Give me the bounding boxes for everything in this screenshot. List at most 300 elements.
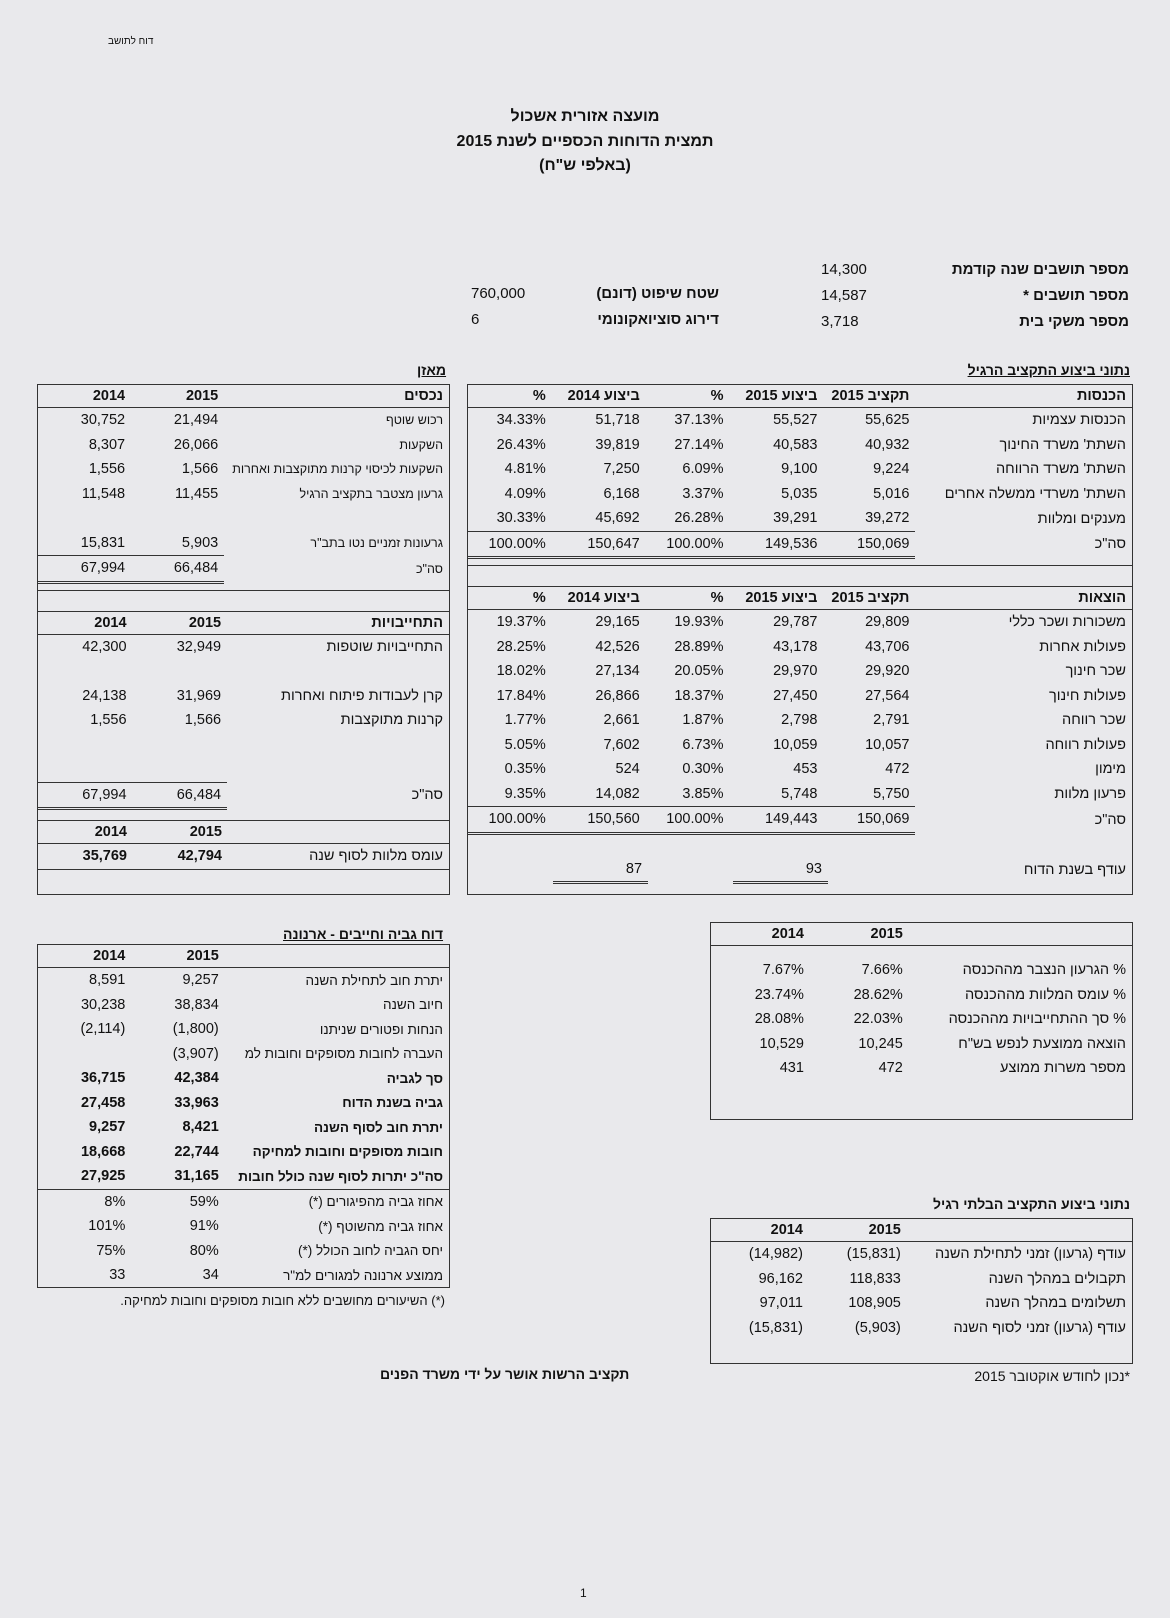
col-header: 2014 bbox=[711, 923, 810, 946]
table-row bbox=[38, 993, 449, 1018]
cell-value: 150,069 bbox=[823, 531, 915, 558]
cell-value bbox=[133, 757, 228, 782]
row-label: גביה בשנת הדוח bbox=[342, 1095, 443, 1111]
cell-value: 10,059 bbox=[773, 736, 818, 753]
col-header: 2014 bbox=[38, 945, 131, 968]
balance-sheet-panel bbox=[37, 384, 450, 895]
cell-value: 150,069 bbox=[823, 807, 915, 834]
cell-value: 2,798 bbox=[781, 712, 818, 729]
cell-value: 472 bbox=[878, 1060, 903, 1077]
table-row bbox=[468, 659, 1132, 684]
table-row bbox=[468, 635, 1132, 660]
cell-value: 27,564 bbox=[865, 687, 910, 704]
row-label: עומס מלוות לסוף שנה bbox=[228, 844, 449, 870]
cell-value: 91% bbox=[189, 1218, 219, 1235]
table-row bbox=[38, 457, 449, 482]
cell-value: 100.00% bbox=[646, 807, 730, 834]
cell-value: 23.74% bbox=[754, 986, 804, 1003]
cell-value: 5.05% bbox=[504, 736, 546, 753]
cell-value: 2,791 bbox=[873, 712, 910, 729]
row-label: הנחות ופטורים שניתנו bbox=[319, 1021, 443, 1037]
table-row bbox=[38, 757, 449, 782]
cell-value: 19.37% bbox=[496, 614, 546, 631]
row-label: סה"כ bbox=[411, 787, 443, 804]
cell-value: 33,963 bbox=[174, 1094, 219, 1111]
row-label: משכורות ושכר כללי bbox=[1008, 614, 1126, 631]
col-header: התחייבויות bbox=[227, 611, 449, 634]
table-row bbox=[38, 482, 449, 507]
table-row bbox=[38, 408, 449, 433]
table-row bbox=[711, 1316, 1132, 1341]
cell-value: 118,833 bbox=[849, 1270, 901, 1287]
row-label: השקעות לכיסוי קרנות מתוקצבות ואחרות bbox=[232, 462, 443, 477]
cell-value bbox=[38, 1042, 131, 1067]
value-2014: 35,769 bbox=[38, 844, 133, 870]
income-header-row bbox=[468, 385, 1132, 408]
row-label: מימון bbox=[1095, 761, 1126, 778]
info-value: 14,300 bbox=[821, 260, 867, 278]
cell-value: 100.00% bbox=[468, 531, 552, 558]
surplus-table bbox=[468, 857, 1132, 885]
cell-value: 26.28% bbox=[674, 510, 724, 527]
info-label: דירוג סוציואקונומי bbox=[597, 310, 719, 328]
cell-value: 19.93% bbox=[674, 614, 724, 631]
table-row bbox=[468, 408, 1132, 433]
cell-value: 45,692 bbox=[595, 510, 640, 527]
cell-value: 7,602 bbox=[603, 736, 640, 753]
loans-table bbox=[38, 820, 449, 870]
row-label: פעולות רווחה bbox=[1045, 736, 1126, 753]
cell-value: 9,224 bbox=[873, 461, 910, 478]
collection-panel bbox=[37, 944, 450, 1288]
col-header: % bbox=[646, 385, 730, 408]
dev-header-row bbox=[711, 1219, 1132, 1242]
table-row bbox=[468, 782, 1132, 807]
table-row bbox=[711, 1007, 1132, 1032]
row-label: העברה לחובות מסופקים וחובות למ bbox=[244, 1046, 443, 1062]
cell-value: 27,134 bbox=[595, 663, 640, 680]
expense-header-row bbox=[468, 587, 1132, 610]
row-label: חיוב השנה bbox=[383, 997, 443, 1013]
col-header: 2015 bbox=[133, 611, 228, 634]
table-row bbox=[468, 433, 1132, 458]
cell-value: (1,800) bbox=[172, 1021, 219, 1038]
table-row bbox=[711, 983, 1132, 1008]
cell-value: 29,970 bbox=[773, 663, 818, 680]
cell-value: (15,831) bbox=[748, 1319, 803, 1336]
cell-value: 75% bbox=[96, 1242, 126, 1259]
col-header: הכנסות bbox=[915, 385, 1132, 408]
row-label: השתת' משרדי ממשלה אחרים bbox=[944, 485, 1126, 502]
row-label: % הגרעון הנצבר מההכנסה bbox=[962, 962, 1126, 979]
cell-value: 28.62% bbox=[853, 986, 903, 1003]
cell-value: 431 bbox=[779, 1060, 804, 1077]
cell-value: 4.81% bbox=[504, 461, 546, 478]
income-table bbox=[468, 385, 1132, 559]
col-header: % bbox=[468, 587, 552, 610]
col-header: ביצוע 2014 bbox=[552, 587, 646, 610]
cell-value: 39,819 bbox=[595, 436, 640, 453]
cell-value: 31,165 bbox=[131, 1164, 224, 1189]
cell-value: 26,866 bbox=[595, 687, 640, 704]
col-header: 2014 bbox=[711, 1219, 809, 1242]
surplus-2015: 93 bbox=[733, 857, 828, 883]
info-label: מספר משקי בית bbox=[1019, 312, 1129, 330]
cell-value: 149,536 bbox=[730, 531, 824, 558]
cell-value: 67,994 bbox=[38, 782, 133, 809]
cell-value: 100.00% bbox=[646, 531, 730, 558]
table-row bbox=[711, 1032, 1132, 1057]
loans-header-row bbox=[38, 821, 449, 844]
assets-header-row bbox=[38, 385, 449, 408]
table-row bbox=[38, 506, 449, 531]
table-row bbox=[38, 1115, 449, 1140]
info-value: 14,587 bbox=[821, 286, 867, 304]
cell-value: 26.43% bbox=[496, 436, 546, 453]
cell-value: 149,443 bbox=[730, 807, 824, 834]
table-row bbox=[38, 708, 449, 733]
cell-value bbox=[38, 757, 133, 782]
table-row bbox=[38, 1214, 449, 1239]
collection-footnote: (*) השיעורים מחושבים ללא חובות מסופקים וחובות למחיקה. bbox=[120, 1293, 445, 1308]
table-row bbox=[468, 482, 1132, 507]
cell-value: 42,526 bbox=[595, 638, 640, 655]
table-row bbox=[38, 733, 449, 758]
table-row bbox=[38, 1091, 449, 1116]
row-label: סך לגביה bbox=[386, 1070, 443, 1086]
cell-value: 27,925 bbox=[38, 1164, 131, 1189]
cell-value: 11,455 bbox=[174, 485, 219, 502]
cell-value: 51,718 bbox=[595, 412, 640, 429]
balance-title: מאזן bbox=[417, 362, 447, 378]
row-label: חובות מסופקים וחובות למחיקה bbox=[252, 1144, 443, 1160]
cell-value: 30,752 bbox=[80, 412, 126, 429]
ratios-table bbox=[711, 923, 1132, 1081]
cell-value bbox=[133, 659, 228, 684]
info-label: מספר תושבים שנה קודמת bbox=[951, 260, 1129, 278]
budget-title: נתוני ביצוע התקציב הרגיל bbox=[967, 362, 1130, 378]
cell-value: 5,016 bbox=[873, 485, 910, 502]
table-row bbox=[468, 757, 1132, 782]
col-header bbox=[225, 945, 449, 968]
col-header: 2015 bbox=[131, 945, 224, 968]
cell-value: 6.73% bbox=[682, 736, 724, 753]
info-label: מספר תושבים * bbox=[1023, 286, 1129, 304]
cell-value: 0.35% bbox=[504, 761, 546, 778]
col-header: ביצוע 2015 bbox=[730, 385, 824, 408]
cell-value: 2,661 bbox=[603, 712, 640, 729]
cell-value: 28.25% bbox=[496, 638, 546, 655]
cell-value: 80% bbox=[189, 1242, 219, 1259]
table-row bbox=[38, 1263, 449, 1288]
cell-value: 37.13% bbox=[674, 412, 724, 429]
row-label: פרעון מלוות bbox=[1054, 786, 1126, 802]
corner-note: דוח לתושב bbox=[108, 36, 154, 47]
table-row bbox=[468, 733, 1132, 758]
table-row bbox=[468, 506, 1132, 531]
cell-value: 15,831 bbox=[80, 534, 126, 551]
cell-value: 66,484 bbox=[133, 782, 228, 809]
cell-value: 453 bbox=[793, 761, 818, 778]
table-row bbox=[38, 1140, 449, 1165]
cell-value: 30.33% bbox=[496, 510, 546, 527]
row-label: סה"כ bbox=[416, 561, 443, 576]
collection-table bbox=[38, 945, 449, 1288]
ratios-header-row bbox=[711, 923, 1132, 946]
cell-value: (2,114) bbox=[80, 1021, 126, 1038]
cell-value: 39,272 bbox=[865, 510, 910, 527]
row-label: אחוז גביה מהפיגורים (*) bbox=[308, 1194, 443, 1210]
row-label: הכנסות עצמיות bbox=[1032, 412, 1126, 429]
cell-value: (14,982) bbox=[748, 1246, 803, 1263]
cell-value: 55,625 bbox=[865, 412, 910, 429]
report-title: תמצית הדוחות הכספיים לשנת 2015 bbox=[456, 133, 714, 150]
value-2015: 42,794 bbox=[133, 844, 228, 870]
cell-value: 43,706 bbox=[865, 638, 910, 655]
col-header bbox=[909, 923, 1132, 946]
table-row bbox=[38, 1189, 449, 1214]
row-label: מספר משרות ממוצע bbox=[1000, 1060, 1126, 1077]
cell-value: (3,907) bbox=[172, 1045, 219, 1062]
info-row bbox=[470, 280, 720, 306]
cell-value: 28.89% bbox=[674, 638, 724, 655]
cell-value: 10,529 bbox=[759, 1035, 804, 1052]
cell-value: 36,715 bbox=[80, 1070, 126, 1087]
row-label: יתרת חוב לסוף השנה bbox=[314, 1119, 443, 1135]
cell-value: 27,458 bbox=[80, 1094, 126, 1111]
cell-value: (15,831) bbox=[846, 1246, 901, 1263]
row-label bbox=[227, 733, 449, 758]
row-label: סה"כ bbox=[1094, 536, 1126, 553]
table-row bbox=[38, 634, 449, 659]
cell-value bbox=[38, 659, 133, 684]
cell-value bbox=[133, 733, 228, 758]
cell-value: 11,548 bbox=[81, 485, 126, 502]
info-row bbox=[820, 256, 1130, 282]
info-label: שטח שיפוט (דונם) bbox=[596, 284, 719, 302]
cell-value: 34 bbox=[202, 1267, 219, 1284]
loans-row bbox=[38, 844, 449, 870]
cell-value: 18.02% bbox=[496, 663, 546, 680]
table-row bbox=[468, 684, 1132, 709]
table-row bbox=[711, 958, 1132, 983]
info-row bbox=[820, 308, 1130, 334]
table-row bbox=[38, 1164, 449, 1189]
cell-value: 472 bbox=[885, 761, 910, 778]
col-header: תקציב 2015 bbox=[823, 385, 915, 408]
cell-value bbox=[131, 506, 224, 531]
cell-value: 29,809 bbox=[865, 614, 910, 631]
col-header: 2015 bbox=[133, 821, 228, 844]
cell-value: 34.33% bbox=[496, 412, 546, 429]
row-label: השקעות bbox=[399, 437, 443, 452]
cell-value: 1,556 bbox=[90, 712, 127, 729]
table-row bbox=[468, 807, 1132, 834]
col-header: % bbox=[646, 587, 730, 610]
info-left bbox=[470, 280, 720, 332]
cell-value: 9,100 bbox=[781, 461, 818, 478]
cell-value: 33 bbox=[109, 1267, 126, 1284]
table-row bbox=[38, 968, 449, 993]
cell-value: 97,011 bbox=[759, 1295, 803, 1312]
cell-value: 42,384 bbox=[174, 1070, 219, 1087]
col-header: נכסים bbox=[224, 385, 449, 408]
table-row bbox=[38, 1239, 449, 1264]
row-label: שכר רווחה bbox=[1062, 712, 1126, 729]
cell-value: 27.14% bbox=[674, 436, 724, 453]
row-label: גרעון מצטבר בתקציב הרגיל bbox=[299, 486, 443, 501]
table-row bbox=[711, 1291, 1132, 1316]
approval-note: תקציב הרשות אושר על ידי משרד הפנים bbox=[380, 1366, 630, 1382]
row-label: סה"כ bbox=[1094, 811, 1126, 828]
org-title: מועצה אזורית אשכול bbox=[510, 108, 660, 125]
cell-value: 10,245 bbox=[858, 1035, 903, 1052]
ratios-panel bbox=[710, 922, 1133, 1120]
cell-value: 3.37% bbox=[682, 485, 724, 502]
table-row bbox=[38, 782, 449, 809]
cell-value: 4.09% bbox=[504, 485, 546, 502]
table-row bbox=[38, 531, 449, 556]
info-value: 760,000 bbox=[471, 284, 526, 302]
info-right bbox=[820, 256, 1130, 334]
cell-value: 7.67% bbox=[762, 962, 804, 979]
row-label: הוצאה ממוצעת לנפש בש"ח bbox=[958, 1035, 1126, 1052]
row-label: פעולות אחרות bbox=[1039, 638, 1126, 655]
surplus-row bbox=[468, 857, 1132, 883]
cell-value: 42,300 bbox=[82, 638, 127, 655]
col-header: % bbox=[468, 385, 552, 408]
spacer-row bbox=[711, 946, 1132, 959]
dev-budget-title: נתוני ביצוע התקציב הבלתי רגיל bbox=[933, 1196, 1130, 1212]
page-number: 1 bbox=[580, 1586, 587, 1600]
cell-value: 18,668 bbox=[80, 1143, 126, 1160]
table-row bbox=[711, 1056, 1132, 1081]
row-label: אחוז גביה מהשוטף (*) bbox=[318, 1218, 443, 1234]
row-label bbox=[227, 659, 449, 684]
col-header: 2014 bbox=[38, 385, 131, 408]
col-header: 2014 bbox=[38, 611, 133, 634]
info-value: 3,718 bbox=[821, 312, 859, 330]
table-row bbox=[38, 684, 449, 709]
cell-value: 1.77% bbox=[504, 712, 546, 729]
row-label: עודף (גרעון) זמני לתחילת השנה bbox=[935, 1246, 1126, 1263]
row-label: שכר חינוך bbox=[1065, 663, 1126, 680]
cell-value: 7.66% bbox=[861, 962, 903, 979]
cell-value: 8,591 bbox=[89, 972, 126, 989]
col-header: הוצאות bbox=[915, 587, 1132, 610]
dev-budget-table bbox=[711, 1219, 1132, 1340]
expense-table bbox=[468, 586, 1132, 835]
row-label: גרעונות זמניים נטו בתב"ר bbox=[310, 536, 443, 550]
cell-value: 40,583 bbox=[773, 436, 818, 453]
cell-value: 29,165 bbox=[595, 614, 640, 631]
cell-value: 20.05% bbox=[674, 663, 724, 680]
info-value: 6 bbox=[471, 310, 480, 328]
liabilities-table bbox=[38, 611, 449, 811]
row-label: % סך ההתחייבויות מההכנסה bbox=[948, 1011, 1126, 1028]
cell-value: 55,527 bbox=[773, 412, 818, 429]
row-label: השתת' משרד החינוך bbox=[999, 436, 1126, 453]
row-label: תשלומים במהלך השנה bbox=[985, 1295, 1126, 1312]
cell-value: 7,250 bbox=[603, 461, 640, 478]
col-header: ביצוע 2014 bbox=[552, 385, 646, 408]
col-header: 2015 bbox=[809, 1219, 907, 1242]
row-label: השתת' משרד הרווחה bbox=[995, 461, 1126, 478]
row-label: קרן לעבודות פיתוח ואחרות bbox=[281, 687, 443, 704]
cell-value: 43,178 bbox=[773, 638, 818, 655]
table-row bbox=[38, 1017, 449, 1042]
cell-value: 29,920 bbox=[865, 663, 910, 680]
cell-value: 5,748 bbox=[781, 785, 818, 802]
row-label: יתרת חוב לתחילת השנה bbox=[305, 972, 443, 988]
assets-table bbox=[38, 385, 449, 584]
liab-header-row bbox=[38, 611, 449, 634]
cell-value: 9,257 bbox=[89, 1119, 126, 1136]
table-row bbox=[468, 708, 1132, 733]
cell-value: 10,057 bbox=[865, 736, 910, 753]
dev-budget-panel bbox=[710, 1218, 1133, 1364]
collection-title: דוח גביה וחייבים - ארנונה bbox=[283, 926, 444, 942]
cell-value: 524 bbox=[615, 761, 640, 778]
cell-value: 1,556 bbox=[88, 461, 126, 478]
cell-value: 17.84% bbox=[496, 687, 546, 704]
cell-value: 66,484 bbox=[131, 556, 224, 583]
cell-value: 101% bbox=[88, 1218, 126, 1235]
cell-value: 38,834 bbox=[174, 996, 219, 1013]
cell-value: 29,787 bbox=[773, 614, 818, 631]
cell-value: 14,082 bbox=[595, 785, 640, 802]
cell-value: 8% bbox=[104, 1193, 126, 1210]
surplus-label: עודף בשנת הדוח bbox=[1023, 861, 1126, 878]
row-label: עודף (גרעון) זמני לסוף השנה bbox=[953, 1319, 1126, 1336]
row-label bbox=[224, 506, 449, 531]
regular-budget-panel bbox=[467, 384, 1133, 895]
table-row bbox=[711, 1242, 1132, 1267]
cell-value: 31,969 bbox=[176, 687, 222, 704]
cell-value: 32,949 bbox=[176, 638, 222, 655]
cell-value: 28.08% bbox=[754, 1011, 804, 1028]
cell-value: 150,560 bbox=[552, 807, 646, 834]
cell-value: 1,566 bbox=[181, 461, 219, 478]
row-label: קרנות מתוקצבות bbox=[340, 712, 443, 729]
cell-value: 21,494 bbox=[173, 412, 219, 429]
col-header bbox=[907, 1219, 1132, 1242]
cell-value: 24,138 bbox=[82, 687, 127, 704]
row-label: ממוצע ארנונה למגורים למ"ר bbox=[283, 1267, 443, 1283]
col-header: תקציב 2015 bbox=[823, 587, 915, 610]
cell-value: 6.09% bbox=[682, 461, 724, 478]
col-header: ביצוע 2015 bbox=[730, 587, 824, 610]
cell-value: 67,994 bbox=[38, 556, 131, 583]
cell-value: 39,291 bbox=[773, 510, 818, 527]
table-row bbox=[468, 457, 1132, 482]
cell-value: 6,168 bbox=[603, 485, 640, 502]
population-note: *נכון לחודש אוקטובר 2015 bbox=[974, 1368, 1130, 1384]
row-label: % עומס המלוות מההכנסה bbox=[964, 986, 1126, 1003]
table-row bbox=[38, 659, 449, 684]
cell-value: 100.00% bbox=[468, 807, 552, 834]
cell-value: 96,162 bbox=[758, 1270, 803, 1287]
cell-value: 5,750 bbox=[873, 785, 910, 802]
table-row bbox=[468, 610, 1132, 635]
cell-value bbox=[38, 506, 131, 531]
cell-value: 27,450 bbox=[773, 687, 818, 704]
table-row bbox=[38, 433, 449, 458]
col-header: 2015 bbox=[810, 923, 909, 946]
cell-value: 108,905 bbox=[848, 1295, 901, 1312]
row-label: פעולות חינוך bbox=[1048, 687, 1126, 704]
col-header bbox=[228, 821, 449, 844]
